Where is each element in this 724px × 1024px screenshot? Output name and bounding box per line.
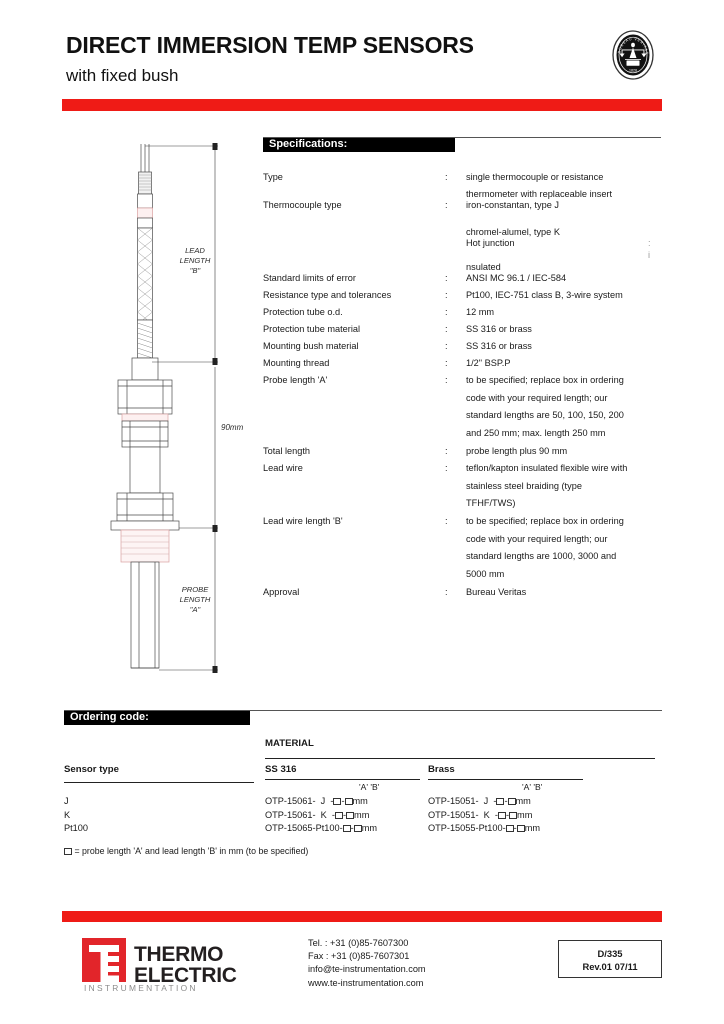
spec-row bbox=[263, 516, 663, 587]
ab-header-ss316: 'A' 'B' bbox=[359, 782, 380, 792]
spec-value-cont: standard lengths are 50, 100, 150, 200 bbox=[466, 410, 624, 420]
specifications-rule bbox=[263, 137, 661, 138]
spec-row bbox=[263, 273, 663, 290]
spec-colon: : bbox=[445, 307, 448, 317]
lead-length-label-line2: LENGTH bbox=[179, 256, 211, 265]
spec-label: Protection tube material bbox=[263, 324, 361, 334]
spec-value: Hot junction bbox=[466, 238, 515, 248]
spec-row bbox=[263, 358, 663, 375]
row-ss316-code: OTP-15061- K - - mm bbox=[265, 809, 370, 820]
footer-accent-bar bbox=[62, 911, 662, 922]
lead-length-label-line1: LEAD bbox=[185, 246, 205, 255]
spec-colon: : bbox=[445, 324, 448, 334]
spec-colon: : bbox=[445, 463, 448, 473]
material-title: MATERIAL bbox=[265, 738, 314, 749]
spec-label: Type bbox=[263, 172, 283, 182]
column-header-ss316: SS 316 bbox=[265, 764, 297, 775]
spec-colon: : bbox=[445, 446, 448, 456]
spec-value-cont: thermometer with replaceable insert bbox=[466, 189, 613, 199]
ordering-code-rule bbox=[64, 710, 662, 711]
spec-row bbox=[263, 172, 663, 200]
row-ss316-code: OTP-15061- J - - mm bbox=[265, 796, 368, 806]
probe-length-label-line3: "A" bbox=[189, 605, 201, 614]
spec-value: SS 316 or brass bbox=[466, 341, 532, 351]
contact-tel: Tel. : +31 (0)85-7607300 bbox=[308, 938, 409, 948]
specifications-table bbox=[263, 172, 663, 604]
row-sensor-type: J bbox=[64, 796, 69, 806]
sensor-type-column-header: Sensor type bbox=[64, 764, 119, 775]
spec-label: Lead wire length 'B' bbox=[263, 516, 343, 526]
spec-value: SS 316 or brass bbox=[466, 324, 532, 334]
spec-value: probe length plus 90 mm bbox=[466, 446, 568, 456]
spec-row bbox=[263, 307, 663, 324]
spec-row bbox=[263, 341, 663, 358]
clipped-char: i bbox=[648, 250, 651, 260]
spec-row bbox=[263, 375, 663, 446]
spec-value-cont: TFHF/TWS) bbox=[466, 498, 516, 508]
spec-colon: : bbox=[445, 375, 448, 385]
spec-colon: : bbox=[445, 358, 448, 368]
placeholder-box-b bbox=[354, 825, 362, 832]
sensor-column-rule bbox=[64, 782, 254, 783]
spec-colon: : bbox=[445, 516, 448, 526]
spec-value: teflon/kapton insulated flexible wire with bbox=[466, 463, 628, 473]
svg-text:1828: 1828 bbox=[629, 68, 637, 73]
bureau-veritas-seal-icon bbox=[608, 26, 658, 84]
spec-colon: : bbox=[445, 587, 448, 597]
mid-dimension-label: 90mm bbox=[221, 423, 244, 432]
logo-line1: THERMO bbox=[134, 943, 224, 966]
spec-value: 12 mm bbox=[466, 307, 495, 317]
placeholder-box-a bbox=[335, 812, 343, 819]
lead-length-label-line3: "B" bbox=[189, 266, 201, 275]
spec-label: Resistance type and tolerances bbox=[263, 290, 392, 300]
spec-label: Mounting thread bbox=[263, 358, 330, 368]
ordering-code-note: = probe length 'A' and lead length 'B' in mm (to be specified) bbox=[64, 846, 308, 856]
spec-label: Probe length 'A' bbox=[263, 375, 328, 385]
svg-text:BUREAU VERITAS: BUREAU VERITAS bbox=[617, 36, 650, 56]
row-brass-code: OTP-15055-Pt100- - mm bbox=[428, 823, 541, 833]
placeholder-box-b bbox=[345, 798, 353, 805]
spec-colon: : bbox=[445, 200, 448, 210]
logo-line2: ELECTRIC bbox=[134, 964, 237, 987]
placeholder-box-a bbox=[498, 812, 506, 819]
placeholder-box-a bbox=[343, 825, 351, 832]
row-brass-code: OTP-15051- K - - mm bbox=[428, 809, 533, 820]
spec-value-cont: stainless steel braiding (type bbox=[466, 480, 582, 491]
placeholder-box-legend-icon bbox=[64, 848, 72, 855]
document-revision-box bbox=[558, 940, 662, 978]
contact-email[interactable]: info@te-instrumentation.com bbox=[308, 964, 426, 975]
spec-colon: : bbox=[445, 273, 448, 283]
placeholder-box-a bbox=[496, 798, 504, 805]
spec-label: Approval bbox=[263, 587, 300, 597]
spec-value: ANSI MC 96.1 / IEC-584 bbox=[466, 273, 567, 283]
spec-row bbox=[263, 463, 663, 516]
page-title: DIRECT IMMERSION TEMP SENSORS bbox=[66, 32, 474, 58]
row-ss316-code: OTP-15065-Pt100- - mm bbox=[265, 823, 378, 833]
spec-row-hot-junction bbox=[263, 238, 663, 273]
clipped-colon: : bbox=[648, 238, 651, 248]
spec-label: Thermocouple type bbox=[263, 200, 342, 210]
material-rule bbox=[265, 758, 655, 759]
contact-fax: Fax : +31 (0)85-7607301 bbox=[308, 951, 410, 962]
spec-label: Standard limits of error bbox=[263, 273, 356, 283]
spec-label: Lead wire bbox=[263, 463, 303, 473]
spec-label: Protection tube o.d. bbox=[263, 307, 343, 317]
placeholder-box-b bbox=[508, 798, 516, 805]
row-sensor-type: K bbox=[64, 809, 71, 820]
row-sensor-type: Pt100 bbox=[64, 823, 89, 833]
spec-row bbox=[263, 200, 663, 238]
spec-value: to be specified; replace box in ordering bbox=[466, 375, 624, 385]
brass-underline bbox=[428, 779, 583, 780]
footer-contact-block bbox=[308, 937, 426, 990]
ss316-underline bbox=[265, 779, 420, 780]
placeholder-box-b bbox=[509, 812, 517, 819]
spec-colon: : bbox=[445, 172, 448, 182]
row-brass-code: OTP-15051- J - - mm bbox=[428, 796, 531, 806]
page-subtitle: with fixed bush bbox=[66, 66, 179, 85]
spec-label: Mounting bush material bbox=[263, 341, 359, 351]
placeholder-box-b bbox=[346, 812, 354, 819]
spec-value-cont: nsulated bbox=[466, 262, 501, 272]
spec-value: Pt100, IEC-751 class B, 3-wire system bbox=[466, 290, 623, 300]
spec-label: Total length bbox=[263, 446, 310, 456]
spec-value-cont: and 250 mm; max. length 250 mm bbox=[466, 427, 606, 438]
spec-colon: : bbox=[445, 290, 448, 300]
table-row bbox=[64, 796, 664, 810]
spec-value-cont: code with your required length; our bbox=[466, 533, 608, 544]
column-header-brass: Brass bbox=[428, 764, 455, 775]
spec-value-cont: 5000 mm bbox=[466, 568, 505, 579]
placeholder-box-a bbox=[333, 798, 341, 805]
spec-value: to be specified; replace box in ordering bbox=[466, 516, 624, 526]
contact-website[interactable]: www.te-instrumentation.com bbox=[308, 977, 424, 988]
logo-line3: INSTRUMENTATION bbox=[84, 983, 198, 992]
table-row bbox=[64, 810, 664, 824]
table-row bbox=[64, 823, 664, 837]
placeholder-box-b bbox=[517, 825, 525, 832]
spec-value-cont: code with your required length; our bbox=[466, 392, 608, 403]
spec-colon: : bbox=[445, 341, 448, 351]
ordering-code-heading: Ordering code: bbox=[64, 710, 250, 725]
spec-value: single thermocouple or resistance bbox=[466, 172, 604, 182]
header-accent-bar bbox=[62, 99, 662, 111]
ab-header-brass: 'A' 'B' bbox=[522, 782, 543, 792]
spec-row bbox=[263, 446, 663, 463]
document-revision: Rev.01 07/11 bbox=[582, 961, 638, 972]
spec-row bbox=[263, 324, 663, 341]
spec-row bbox=[263, 587, 663, 604]
spec-value: Bureau Veritas bbox=[466, 587, 527, 597]
spec-value: iron-constantan, type J bbox=[466, 200, 559, 210]
spec-row bbox=[263, 290, 663, 307]
spec-value-cont: standard lengths are 1000, 3000 and bbox=[466, 551, 617, 561]
spec-value-cont: chromel-alumel, type K bbox=[466, 227, 560, 237]
placeholder-box-a bbox=[506, 825, 514, 832]
spec-value: 1/2" BSP.P bbox=[466, 358, 511, 368]
document-number: D/335 bbox=[597, 948, 623, 959]
specifications-heading: Specifications: bbox=[263, 137, 455, 152]
probe-length-label-line1: PROBE bbox=[181, 585, 209, 594]
thermo-electric-logo bbox=[82, 936, 260, 992]
probe-length-label-line2: LENGTH bbox=[179, 595, 211, 604]
sensor-technical-drawing bbox=[100, 140, 260, 685]
